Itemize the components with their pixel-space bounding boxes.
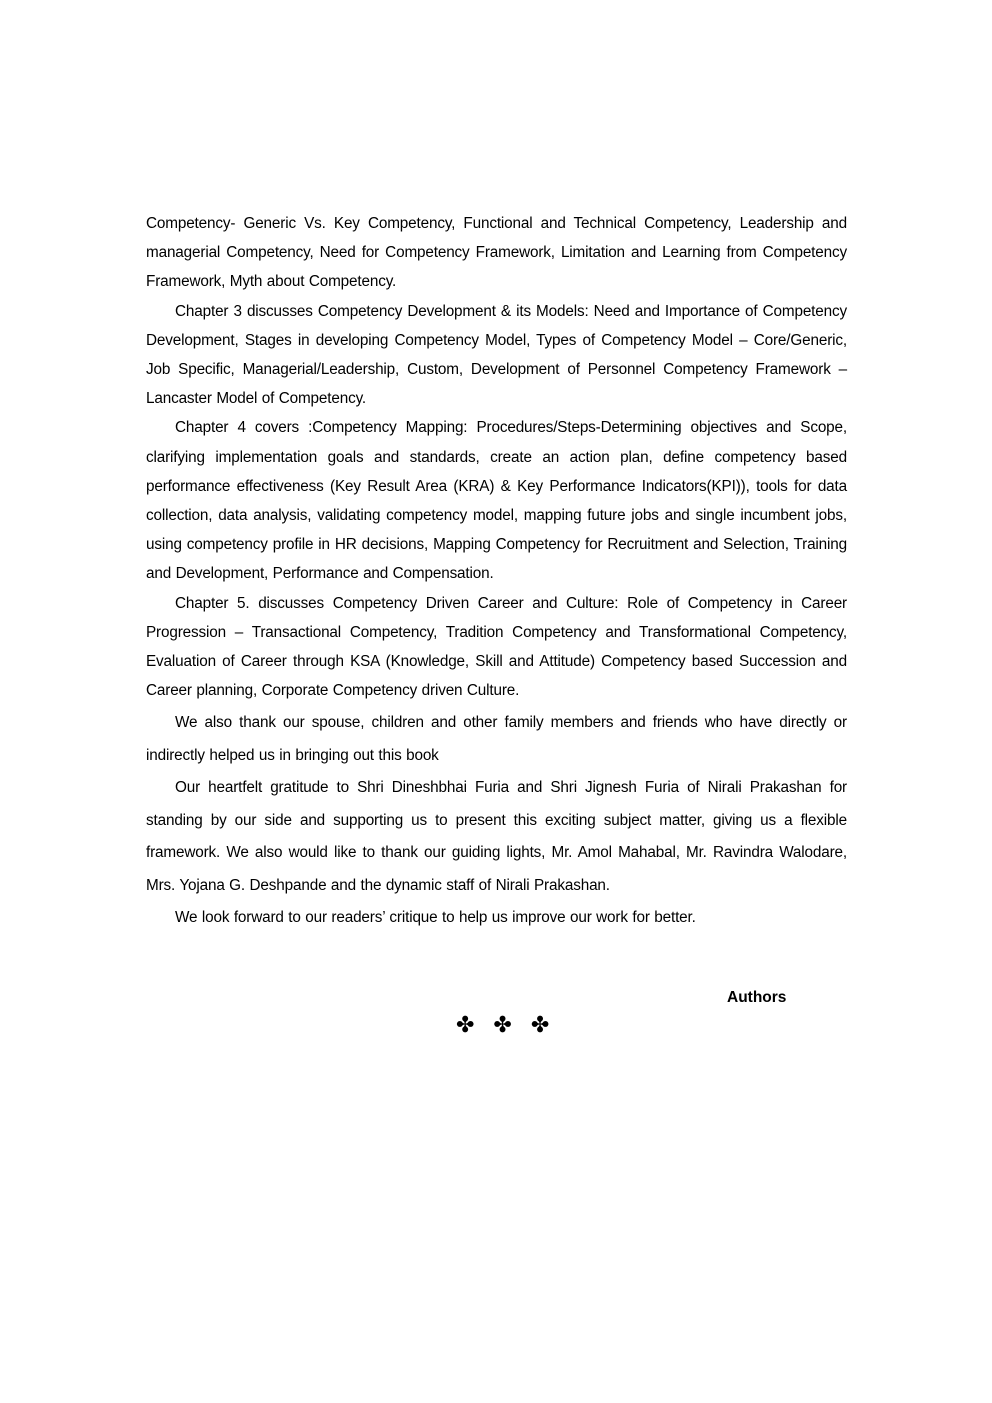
document-body <box>146 209 847 935</box>
paragraph-readers-critique: We look forward to our readers’ critique to help us improve our work for better. <box>175 909 696 927</box>
paragraph-thanks-family: We also thank our spouse, children and other family members and friends who have directly or indirectly helped us in bringing out this book <box>146 714 847 764</box>
paragraph-competency-types: Competency- Generic Vs. Key Competency, Functional and Technical Competency, Leadership and managerial Competency, Need for Competency Framework, Limitation and Learning from Competency Framework, Myth about Competency. <box>146 215 847 291</box>
paragraph-gratitude-publisher: Our heartfelt gratitude to Shri Dineshbhai Furia and Shri Jignesh Furia of Nirali Prakashan for standing by our side and supporting us to present this exciting subject matter, giving us a flexible framework. We also would like to thank our guiding lights, Mr. Amol Mahabal, Mr. Ravindra Walodare, Mrs. Yojana G. Deshpande and the dynamic staff of Nirali Prakashan. <box>146 779 847 894</box>
paragraph-chapter-3: Chapter 3 discusses Competency Development & its Models: Need and Importance of Competency Development, Stages in developing Competency Model, Types of Competency Model – Core/Generic, Job Specific, Managerial/Leadership, Custom, Development of Personnel Competency Framework – Lancaster Model of Competency. <box>146 302 847 408</box>
paragraph-chapter-5: Chapter 5. discusses Competency Driven Career and Culture: Role of Competency in Career Progression – Transactional Competency, Tradition Competency and Transformational Competency, Evaluation of Career through KSA (Knowledge, Skill and Attitude) Competency based Succession and Career planning, Corporate Competency driven Culture. <box>146 594 847 700</box>
section-end-ornament-icon: ✤ ✤ ✤ <box>456 1013 556 1038</box>
paragraph-chapter-4: Chapter 4 covers :Competency Mapping: Procedures/Steps-Determining objectives and Scope, clarifying implementation goals and standards, create an action plan, define competency based performance effectiveness (Key Result Area (KRA) & Key Performance Indicators(KPI)), tools for data collection, data analysis, validating competency model, mapping future jobs and single incumbent jobs, using competency profile in HR decisions, Mapping Competency for Recruitment and Selection, Training and Development, Performance and Compensation. <box>146 419 847 583</box>
authors-signature: Authors <box>727 989 787 1006</box>
